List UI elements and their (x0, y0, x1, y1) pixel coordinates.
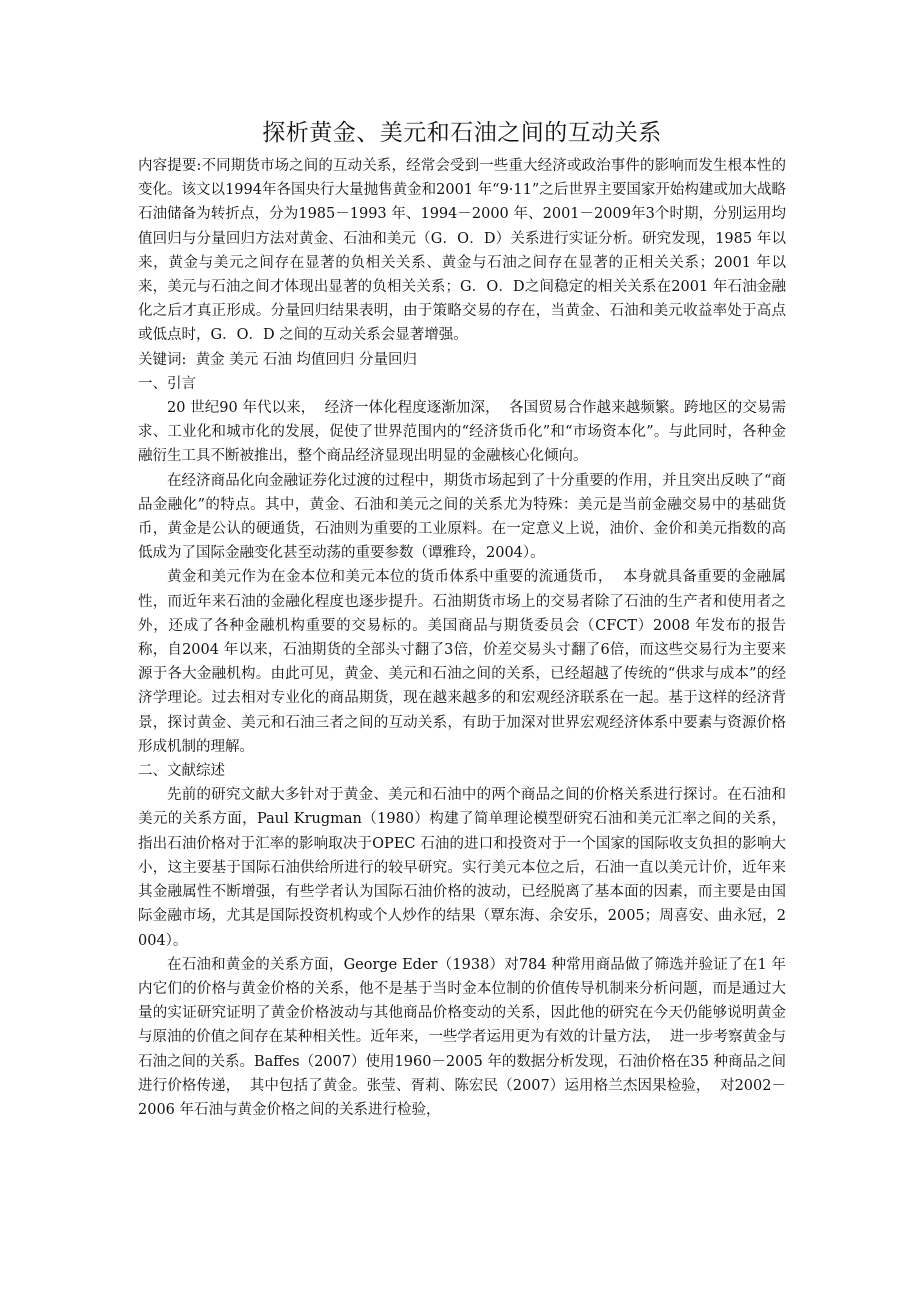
paragraph: 20 世纪90 年代以来， 经济一体化程度逐渐加深， 各国贸易合作越来越频繁。跨地区的交易需求、工业化和城市化的发展，促使了世界范围内的“经济货币化”和“市场资本化”。与此同时，各种金融衍生工具不断被推出，整个商品经济显现出明显的金融核心化倾向。 (138, 400, 786, 465)
section-heading-literature-review: 二、文献综述 (138, 763, 225, 780)
keywords-text: 黄金 美元 石油 均值回归 分量回归 (186, 351, 418, 368)
abstract-text: 不同期货市场之间的互动关系，经常会受到一些重大经济或政治事件的影响而发生根本性的变化。该文以1994年各国央行大量抛售黄金和2001 年“9·11”之后世界主要国家开始构建或加大战略石油储备为转折点，分为1985－1993 年、1994－2000 年、2001－2009年3个时期，分别运用均值回归与分量回归方法对黄金、石油和美元（G．O．D）关系进行实证分析。研究发现，1985 年以来，黄金与美元之间存在显著的负相关关系、黄金与石油之间存在显著的正相关关系；2001 年以来，美元与石油之间才体现出显著的负相关关系；G．O．D之间稳定的相关关系在2001 年石油金融化之后才真正形成。分量回归结果表明，由于策略交易的存在，当黄金、石油和美元收益率处于高点或低点时，G．O．D 之间的互动关系会显著增强。 (138, 158, 787, 344)
abstract-label: 内容提要: (138, 158, 202, 174)
paragraph: 在经济商品化向金融证券化过渡的过程中，期货市场起到了十分重要的作用，并且突出反映了“商品金融化”的特点。其中，黄金、石油和美元之间的关系尤为特殊：美元是当前金融交易中的基础货币，黄金是公认的硬通货，石油则为重要的工业原料。在一定意义上说，油价、金价和美元指数的高低成为了国际金融变化甚至动荡的重要参数（谭雅玲，2004）。 (138, 472, 786, 562)
keywords-label: 关键词: (138, 351, 187, 368)
paragraph: 在石油和黄金的关系方面，George Eder（1938）对784 种常用商品做了筛选并验证了在1 年内它们的价格与黄金价格的关系，他不是基于当时金本位制的价值传导机制来分析问题，而是通过大量的实证研究证明了黄金价格波动与其他商品价格变动的关系，因此他的研究在今天仍能够说明黄金与原油的价值之间存在某种相关性。近年来，一些学者运用更为有效的计量方法， 进一步考察黄金与石油之间的关系。Baffes（2007）使用1960－2005 年的数据分析发现，石油价格在35 种商品之间进行价格传递， 其中包括了黄金。张莹、胥莉、陈宏民（2007）运用格兰杰因果检验， 对2002－2006 年石油与黄金价格之间的关系进行检验， (138, 956, 786, 1118)
paragraph: 黄金和美元作为在金本位和美元本位的货币体系中重要的流通货币， 本身就具备重要的金融属性，而近年来石油的金融化程度也逐步提升。石油期货市场上的交易者除了石油的生产者和使用者之外，还成了各种金融机构重要的交易标的。美国商品与期货委员会（CFCT）2008 年发布的报告称，自2004 年以来，石油期货的全部头寸翻了3倍，价差交易头寸翻了6倍，而这些交易行为主要来源于各大金融机构。由此可见，黄金、美元和石油之间的关系，已经超越了传统的“供求与成本”的经济学理论。过去相对专业化的商品期货，现在越来越多的和宏观经济联系在一起。基于这样的经济背景，探讨黄金、美元和石油三者之间的互动关系，有助于加深对世界宏观经济体系中要素与资源价格形成机制的理解。 (138, 569, 786, 755)
keywords (138, 348, 786, 372)
page-title: 探析黄金、美元和石油之间的互动关系 (262, 120, 662, 146)
section-heading-introduction: 一、引言 (138, 375, 196, 392)
document-page (138, 112, 786, 1122)
paragraph: 先前的研究文献大多针对于黄金、美元和石油中的两个商品之间的价格关系进行探讨。在石油和美元的关系方面，Paul Krugman（1980）构建了简单理论模型研究石油和美元汇率之间的关系，指出石油价格对于汇率的影响取决于OPEC 石油的进口和投资对于一个国家的国际收支负担的影响大小，这主要基于国际石油供给所进行的较早研究。实行美元本位之后，石油一直以美元计价，近年来其金融属性不断增强，有些学者认为国际石油价格的波动，已经脱离了基本面的因素，而主要是由国际金融市场，尤其是国际投资机构或个人炒作的结果（覃东海、余安乐，2005；周喜安、曲永冠，2004）。 (138, 787, 786, 949)
abstract (138, 154, 786, 348)
